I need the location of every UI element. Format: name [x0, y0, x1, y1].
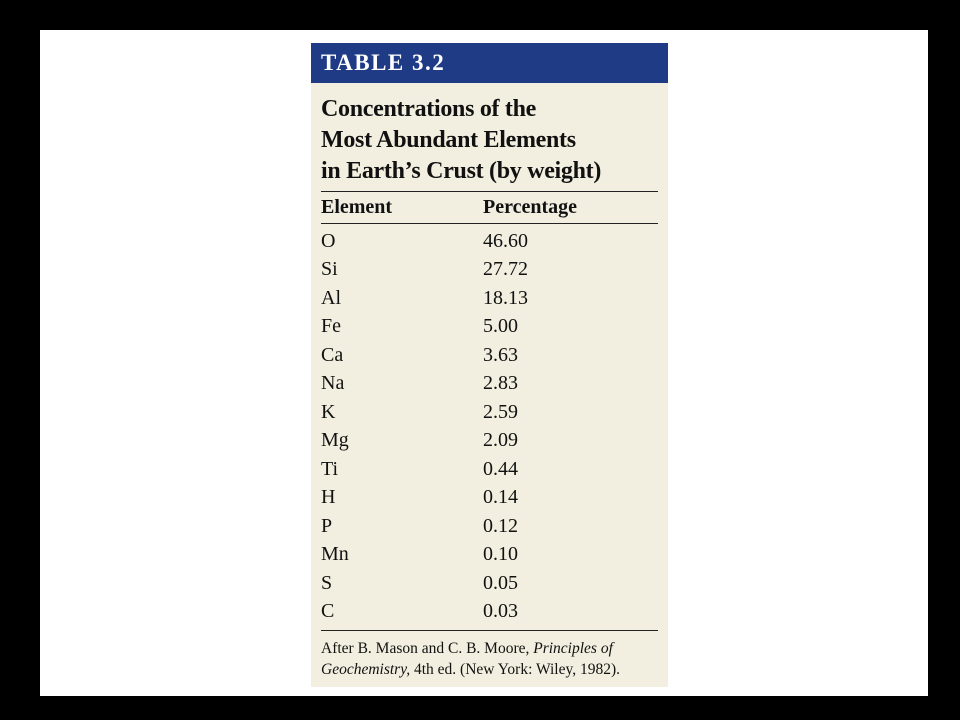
table-row: [321, 370, 658, 399]
table-title: [321, 94, 658, 187]
element-cell: Fe: [321, 315, 341, 338]
percentage-cell: 5.00: [483, 315, 518, 338]
element-cell: Ti: [321, 457, 339, 480]
percentage-cell: 0.44: [483, 457, 518, 480]
table-row: [321, 341, 658, 370]
slide: [40, 30, 928, 696]
table-body: [311, 94, 668, 680]
table-row: [321, 398, 658, 427]
element-cell: Si: [321, 258, 338, 281]
table-title-line: Most Abundant Elements: [321, 127, 576, 153]
percentage-cell: 3.63: [483, 343, 518, 366]
table-row: [321, 313, 658, 342]
data-table-card: [311, 43, 668, 687]
percentage-cell: 2.59: [483, 400, 518, 423]
element-cell: C: [321, 600, 335, 623]
source-book-title-2: Geochemistry,: [321, 661, 411, 678]
table-title-line: Concentrations of the: [321, 96, 537, 122]
element-cell: Mg: [321, 429, 349, 452]
table-row: [321, 598, 658, 627]
percentage-cell: 46.60: [483, 229, 528, 252]
header-percentage: Percentage: [483, 196, 578, 218]
element-cell: Ca: [321, 343, 344, 366]
table-title-line: in Earth’s Crust (by weight): [321, 158, 602, 184]
table-row: [321, 256, 658, 285]
percentage-cell: 2.83: [483, 372, 518, 395]
element-cell: Al: [321, 286, 341, 309]
percentage-cell: 0.12: [483, 514, 518, 537]
bottom-rule: [321, 630, 658, 631]
header-element: Element: [321, 196, 393, 218]
source-note: [321, 638, 658, 680]
table-row: [321, 541, 658, 570]
table-row: [321, 284, 658, 313]
table-row: [321, 427, 658, 456]
element-cell: Na: [321, 372, 345, 395]
percentage-cell: 0.14: [483, 486, 518, 509]
percentage-cell: 0.03: [483, 600, 518, 623]
table-row: [321, 227, 658, 256]
percentage-cell: 2.09: [483, 429, 518, 452]
table-row: [321, 512, 658, 541]
table-row: [321, 484, 658, 513]
percentage-cell: 0.10: [483, 543, 518, 566]
source-suffix: 4th ed. (New York: Wiley, 1982).: [410, 661, 621, 678]
element-cell: P: [321, 514, 333, 537]
table-row: [321, 569, 658, 598]
table-banner: [311, 43, 668, 83]
source-prefix: After B. Mason and C. B. Moore,: [321, 640, 534, 657]
table-header-row: [321, 192, 658, 224]
element-cell: H: [321, 486, 336, 509]
element-cell: K: [321, 400, 336, 423]
element-cell: S: [321, 571, 333, 594]
element-cell: Mn: [321, 543, 349, 566]
element-cell: O: [321, 229, 336, 252]
percentage-cell: 18.13: [483, 286, 528, 309]
table-rows: [321, 224, 658, 626]
percentage-cell: 0.05: [483, 571, 518, 594]
table-row: [321, 455, 658, 484]
percentage-cell: 27.72: [483, 258, 528, 281]
source-book-title-1: Principles of: [533, 640, 613, 657]
table-label: TABLE 3.2: [321, 50, 446, 75]
